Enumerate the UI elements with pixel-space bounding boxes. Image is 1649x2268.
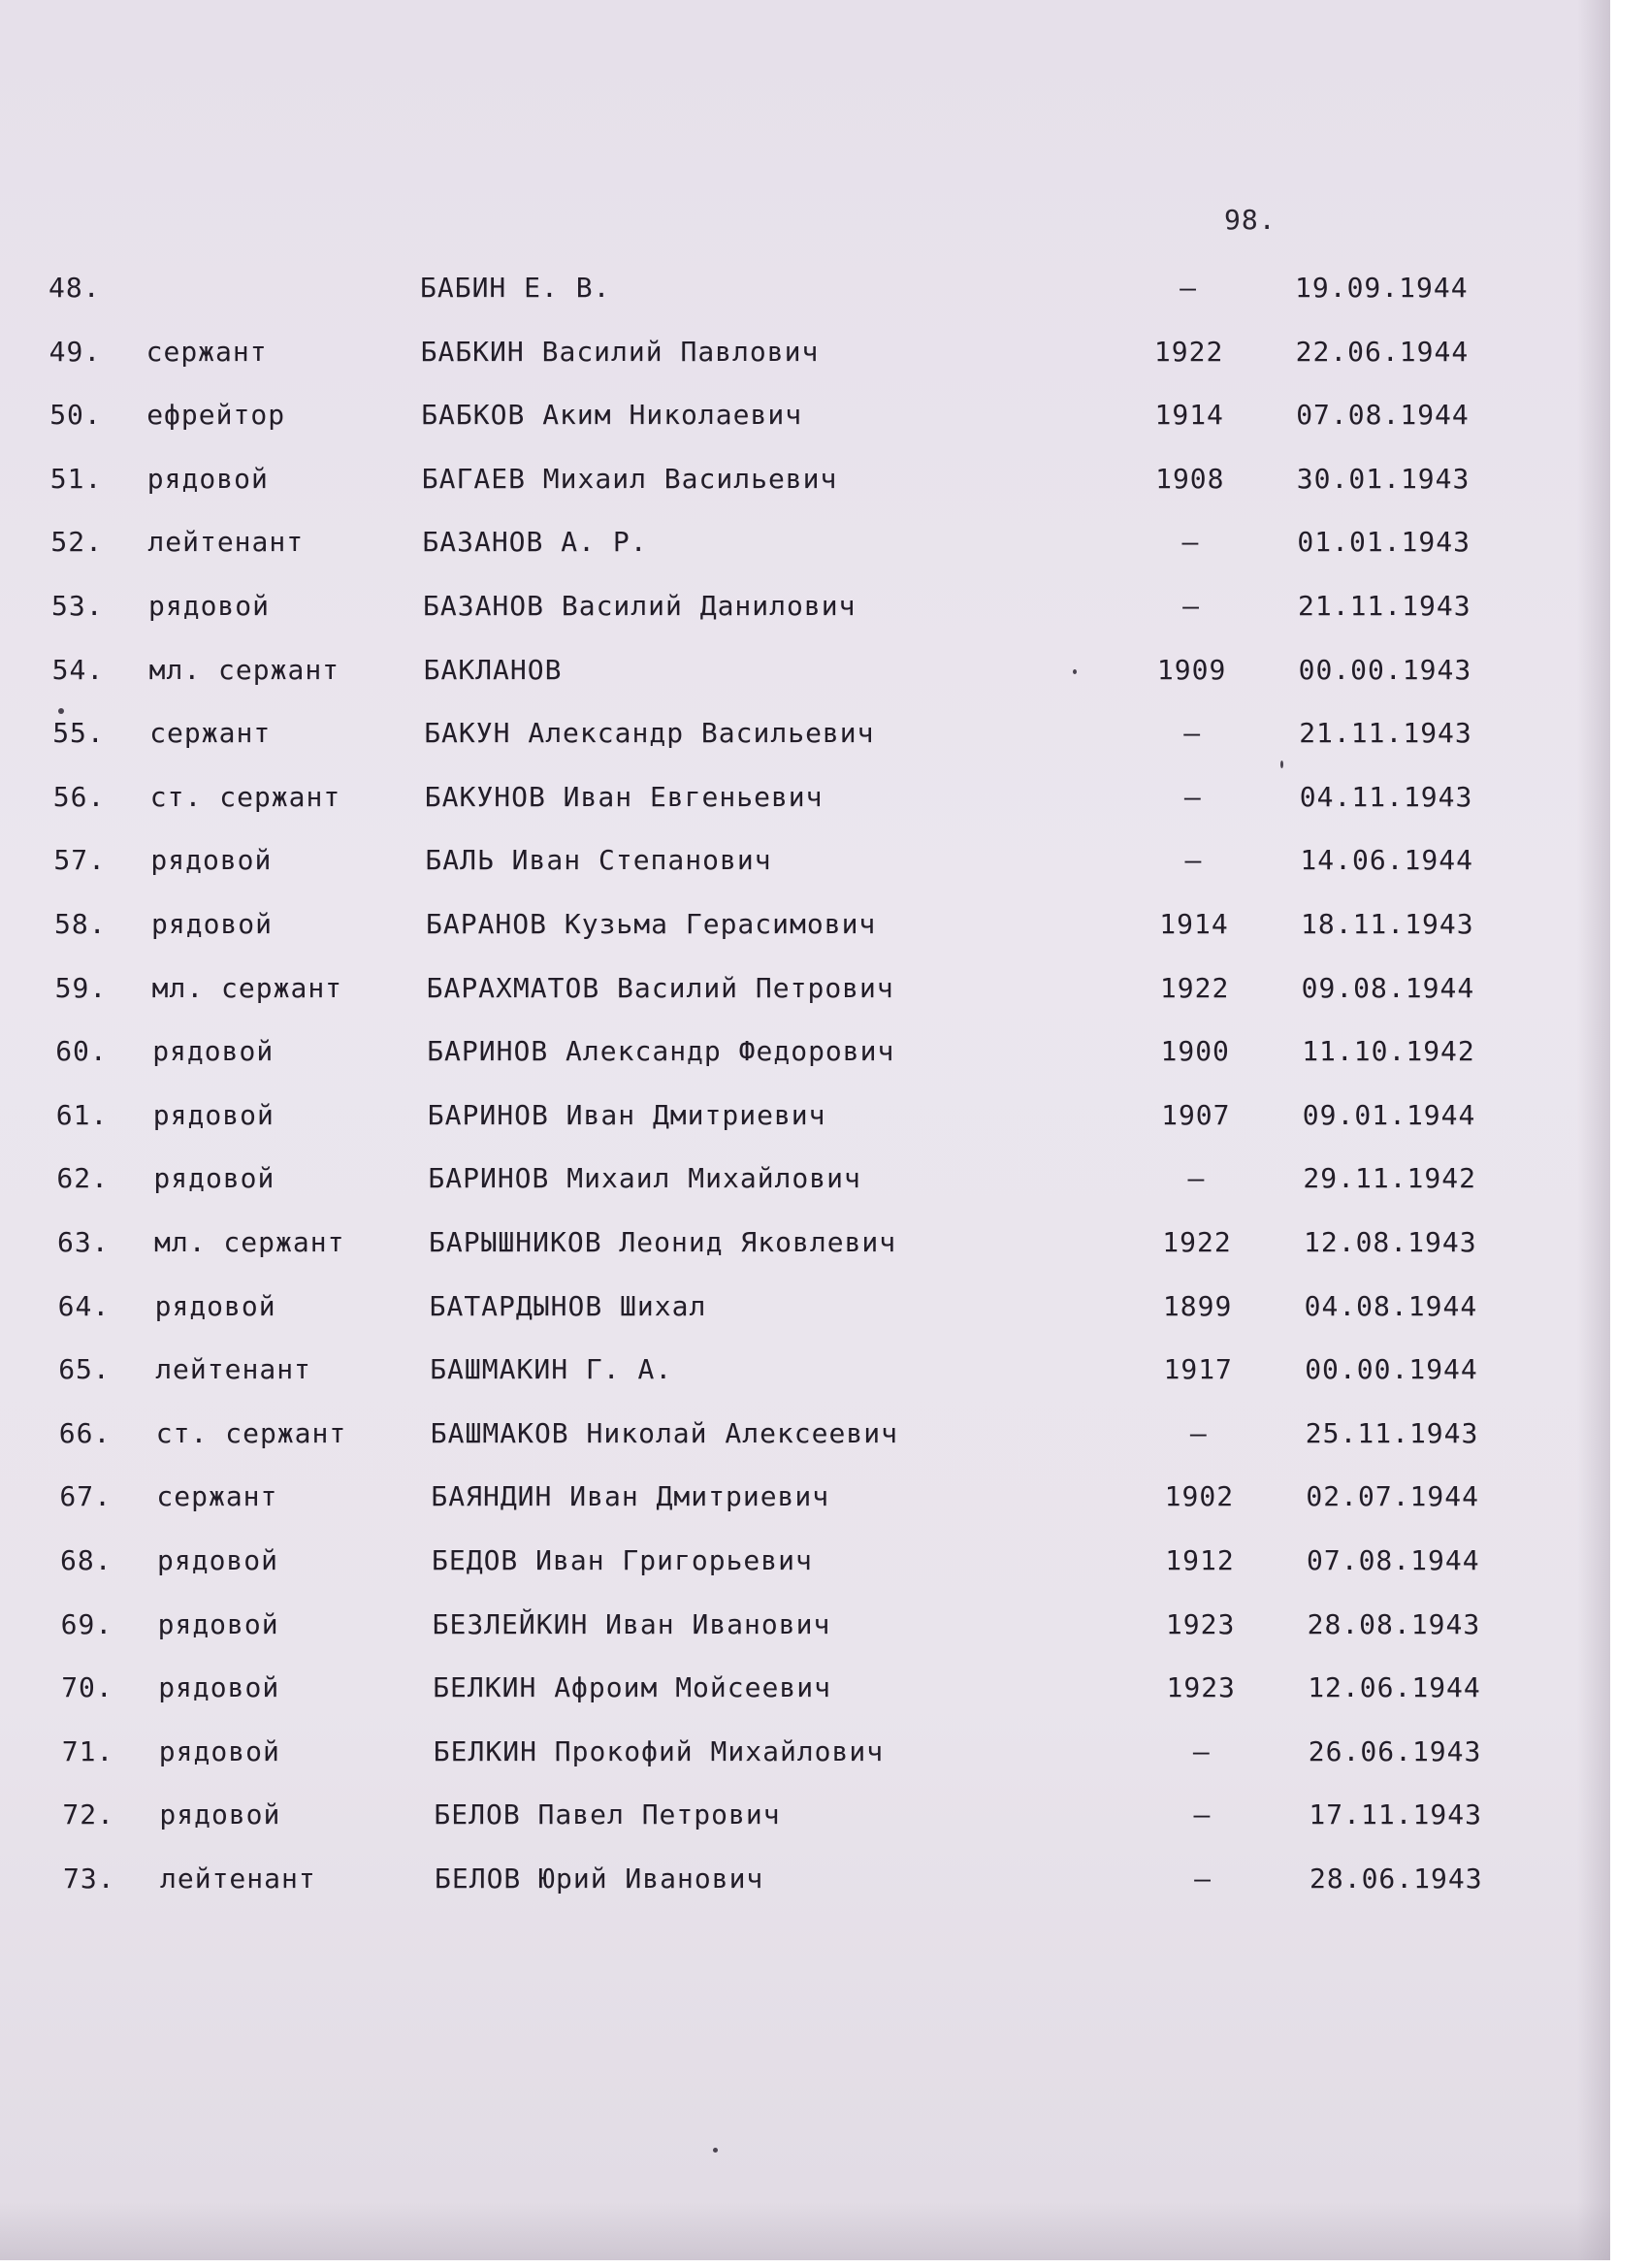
entry-rank: мл. сержант	[154, 1226, 345, 1258]
entry-rank: лейтенант	[147, 526, 305, 559]
entry-birth-year: 1900	[1160, 1035, 1230, 1068]
scan-speck	[1073, 669, 1077, 674]
entry-death-date: 12.08.1943	[1304, 1226, 1477, 1258]
entry-death-date: 30.01.1943	[1296, 462, 1471, 495]
entry-death-date: 11.10.1942	[1302, 1035, 1475, 1068]
entry-death-date: 04.11.1943	[1299, 780, 1473, 813]
list-item	[8, 1162, 1610, 1201]
entry-rank: рядовой	[157, 1607, 279, 1640]
entry-name: БАЛЬ Иван Степанович	[425, 844, 772, 877]
entry-birth-year: –	[1183, 717, 1202, 750]
entry-name: БАЯНДИН Иван Дмитриевич	[431, 1480, 830, 1513]
entry-death-date: 21.11.1943	[1298, 590, 1471, 622]
entry-number: 54.	[51, 653, 105, 686]
list-item	[6, 908, 1610, 947]
list-item	[7, 972, 1610, 1011]
entry-name: БАБКОВ Аким Николаевич	[421, 399, 803, 432]
entry-birth-year: 1914	[1154, 399, 1224, 432]
entry-death-date: 22.06.1944	[1295, 335, 1470, 368]
entry-rank: лейтенант	[160, 1863, 316, 1895]
entry-rank: лейтенант	[155, 1353, 311, 1386]
entry-number: 65.	[58, 1353, 111, 1386]
list-item	[12, 1544, 1610, 1583]
entry-death-date: 07.08.1944	[1296, 399, 1470, 432]
entry-death-date: 28.06.1943	[1310, 1863, 1483, 1895]
entry-death-date: 02.07.1944	[1306, 1480, 1479, 1513]
entry-birth-year: 1922	[1159, 971, 1230, 1004]
list-item	[2, 526, 1610, 565]
entry-number: 48.	[48, 272, 101, 304]
entry-birth-year: –	[1183, 780, 1202, 813]
entry-death-date: 04.08.1944	[1304, 1289, 1478, 1322]
list-item	[14, 1798, 1610, 1837]
entry-rank: рядовой	[157, 1544, 279, 1576]
entry-birth-year: –	[1181, 526, 1200, 559]
entry-rank: рядовой	[146, 462, 269, 495]
page-shadow-bottom	[0, 2202, 1610, 2260]
entry-birth-year: 1914	[1159, 908, 1229, 940]
entry-number: 68.	[60, 1544, 113, 1576]
list-item	[11, 1417, 1610, 1456]
scan-speck	[58, 708, 64, 714]
entry-birth-year: –	[1194, 1863, 1212, 1895]
list-item	[8, 1099, 1610, 1138]
entry-rank: мл. сержант	[151, 971, 343, 1004]
entry-number: 62.	[56, 1162, 109, 1195]
entry-birth-year: –	[1187, 1162, 1206, 1195]
entry-name: БЕЛКИН Афроим Мойсеевич	[433, 1671, 831, 1704]
entry-rank: рядовой	[153, 1162, 275, 1195]
entry-name: БАКЛАНОВ	[423, 653, 563, 686]
entry-death-date: 26.06.1943	[1308, 1734, 1482, 1767]
entry-birth-year: 1902	[1164, 1480, 1235, 1513]
entry-death-date: 00.00.1944	[1305, 1353, 1478, 1386]
entry-number: 49.	[48, 335, 102, 368]
entry-death-date: 12.06.1944	[1308, 1671, 1481, 1704]
list-item	[2, 463, 1610, 502]
entry-number: 73.	[63, 1863, 115, 1895]
entry-birth-year: –	[1189, 1416, 1208, 1449]
entry-number: 50.	[49, 399, 102, 432]
entry-birth-year: 1912	[1165, 1544, 1235, 1576]
entry-rank: рядовой	[150, 844, 273, 877]
entry-name: БАГАЕВ Михаил Васильевич	[421, 462, 838, 495]
list-item	[0, 272, 1610, 310]
entry-name: БАЗАНОВ А. Р.	[422, 526, 648, 559]
entry-number: 69.	[60, 1607, 113, 1640]
entry-death-date: 25.11.1943	[1305, 1416, 1479, 1449]
entry-birth-year: 1922	[1162, 1226, 1232, 1258]
entry-death-date: 14.06.1944	[1300, 844, 1473, 877]
entry-name: БЕЛОВ Юрий Иванович	[435, 1863, 764, 1895]
entry-rank: ст. сержант	[149, 780, 341, 813]
entry-name: БАТАРДЫНОВ Шихал	[429, 1289, 707, 1322]
entry-number: 56.	[52, 780, 106, 813]
list-item	[5, 844, 1610, 883]
entry-number: 67.	[59, 1480, 112, 1513]
entry-birth-year: –	[1184, 844, 1203, 877]
entry-name: БАРИНОВ Александр Федорович	[427, 1035, 895, 1068]
entry-name: БАРЫШНИКОВ Леонид Яковлевич	[429, 1226, 897, 1258]
list-item	[13, 1608, 1610, 1647]
entry-number: 66.	[58, 1416, 112, 1449]
entry-rank: рядовой	[151, 908, 274, 940]
entry-name: БАШМАКИН Г. А.	[430, 1353, 673, 1386]
entry-birth-year: 1923	[1166, 1671, 1236, 1704]
entry-number: 57.	[53, 844, 106, 877]
entry-death-date: 21.11.1943	[1299, 717, 1472, 750]
scan-speck	[1280, 761, 1283, 768]
list-item	[1, 336, 1610, 374]
entry-birth-year: 1923	[1165, 1607, 1236, 1640]
entry-rank: мл. сержант	[148, 653, 340, 686]
entry-rank: рядовой	[152, 1098, 275, 1131]
entry-number: 53.	[51, 590, 104, 622]
entry-number: 52.	[50, 526, 103, 559]
list-item	[3, 590, 1610, 629]
entry-rank: сержант	[146, 335, 268, 368]
entry-death-date: 00.00.1943	[1298, 653, 1472, 686]
entry-name: БАРИНОВ Иван Дмитриевич	[427, 1098, 826, 1131]
entry-name: БАШМАКОВ Николай Алексеевич	[430, 1416, 898, 1449]
entry-birth-year: 1909	[1156, 653, 1227, 686]
entry-number: 51.	[49, 462, 103, 495]
entry-rank: сержант	[149, 717, 272, 750]
entry-name: БАРАХМАТОВ Василий Петрович	[426, 971, 894, 1004]
entry-rank: рядовой	[152, 1035, 275, 1068]
entry-birth-year: –	[1192, 1734, 1211, 1767]
list-item	[11, 1480, 1610, 1519]
entry-death-date: 29.11.1942	[1303, 1162, 1476, 1195]
page-number: 98.	[1224, 204, 1277, 236]
entry-name: БЕЗЛЕЙКИН Иван Иванович	[432, 1607, 831, 1640]
entry-name: БАЗАНОВ Василий Данилович	[423, 590, 857, 622]
list-item	[1, 399, 1610, 437]
list-item	[14, 1735, 1610, 1774]
entry-death-date: 01.01.1943	[1297, 526, 1471, 559]
entry-number: 61.	[55, 1098, 109, 1131]
entry-number: 55.	[52, 717, 105, 750]
entry-birth-year: –	[1182, 590, 1200, 622]
entry-number: 70.	[61, 1671, 113, 1704]
entry-name: БАКУНОВ Иван Евгеньевич	[424, 780, 824, 813]
entry-name: БЕЛОВ Павел Петрович	[434, 1798, 781, 1831]
list-item	[10, 1290, 1610, 1329]
list-item	[4, 717, 1610, 756]
entry-name: БЕЛКИН Прокофий Михайлович	[433, 1734, 885, 1767]
entry-rank: рядовой	[148, 590, 271, 622]
entry-death-date: 07.08.1944	[1307, 1544, 1480, 1576]
entry-name: БАКУН Александр Васильевич	[424, 717, 875, 750]
scan-speck	[713, 2148, 718, 2153]
entry-rank: ст. сержант	[155, 1416, 347, 1449]
entry-name: БЕДОВ Иван Григорьевич	[432, 1544, 813, 1576]
entry-name: БАБКИН Василий Павлович	[420, 335, 820, 368]
entry-birth-year: 1922	[1153, 335, 1224, 368]
entry-death-date: 09.08.1944	[1301, 971, 1475, 1004]
list-item	[5, 781, 1610, 820]
entry-rank: рядовой	[158, 1671, 280, 1704]
entry-number: 63.	[57, 1226, 110, 1258]
entry-birth-year: 1899	[1162, 1289, 1233, 1322]
list-item	[10, 1353, 1610, 1392]
entry-birth-year: 1917	[1163, 1353, 1233, 1386]
entry-rank: рядовой	[158, 1734, 280, 1767]
entry-name: БАБИН Е. В.	[420, 272, 611, 304]
entry-number: 71.	[61, 1734, 114, 1767]
entry-death-date: 19.09.1944	[1295, 272, 1469, 304]
list-item	[13, 1671, 1610, 1710]
entry-number: 64.	[57, 1289, 111, 1322]
list-item	[7, 1035, 1610, 1074]
entry-death-date: 09.01.1944	[1302, 1098, 1476, 1131]
entry-death-date: 28.08.1943	[1307, 1607, 1481, 1640]
entry-birth-year: –	[1180, 272, 1197, 304]
list-item	[9, 1226, 1610, 1265]
entry-death-date: 17.11.1943	[1309, 1798, 1482, 1831]
entry-number: 72.	[62, 1798, 114, 1831]
entry-name: БАРИНОВ Михаил Михайлович	[428, 1162, 861, 1195]
entry-death-date: 18.11.1943	[1301, 908, 1474, 940]
entry-rank: рядовой	[154, 1289, 276, 1322]
list-item	[15, 1863, 1610, 1901]
entry-birth-year: 1908	[1155, 462, 1225, 495]
entry-number: 60.	[55, 1035, 108, 1068]
entry-number: 59.	[54, 971, 108, 1004]
list-item	[4, 654, 1610, 693]
entry-birth-year: –	[1193, 1798, 1212, 1831]
entry-rank: рядовой	[159, 1798, 281, 1831]
entry-rank: ефрейтор	[146, 399, 286, 432]
entry-number: 58.	[54, 908, 107, 940]
entry-rank: сержант	[156, 1480, 278, 1513]
entry-birth-year: 1907	[1161, 1098, 1231, 1131]
entry-name: БАРАНОВ Кузьма Герасимович	[426, 908, 877, 940]
